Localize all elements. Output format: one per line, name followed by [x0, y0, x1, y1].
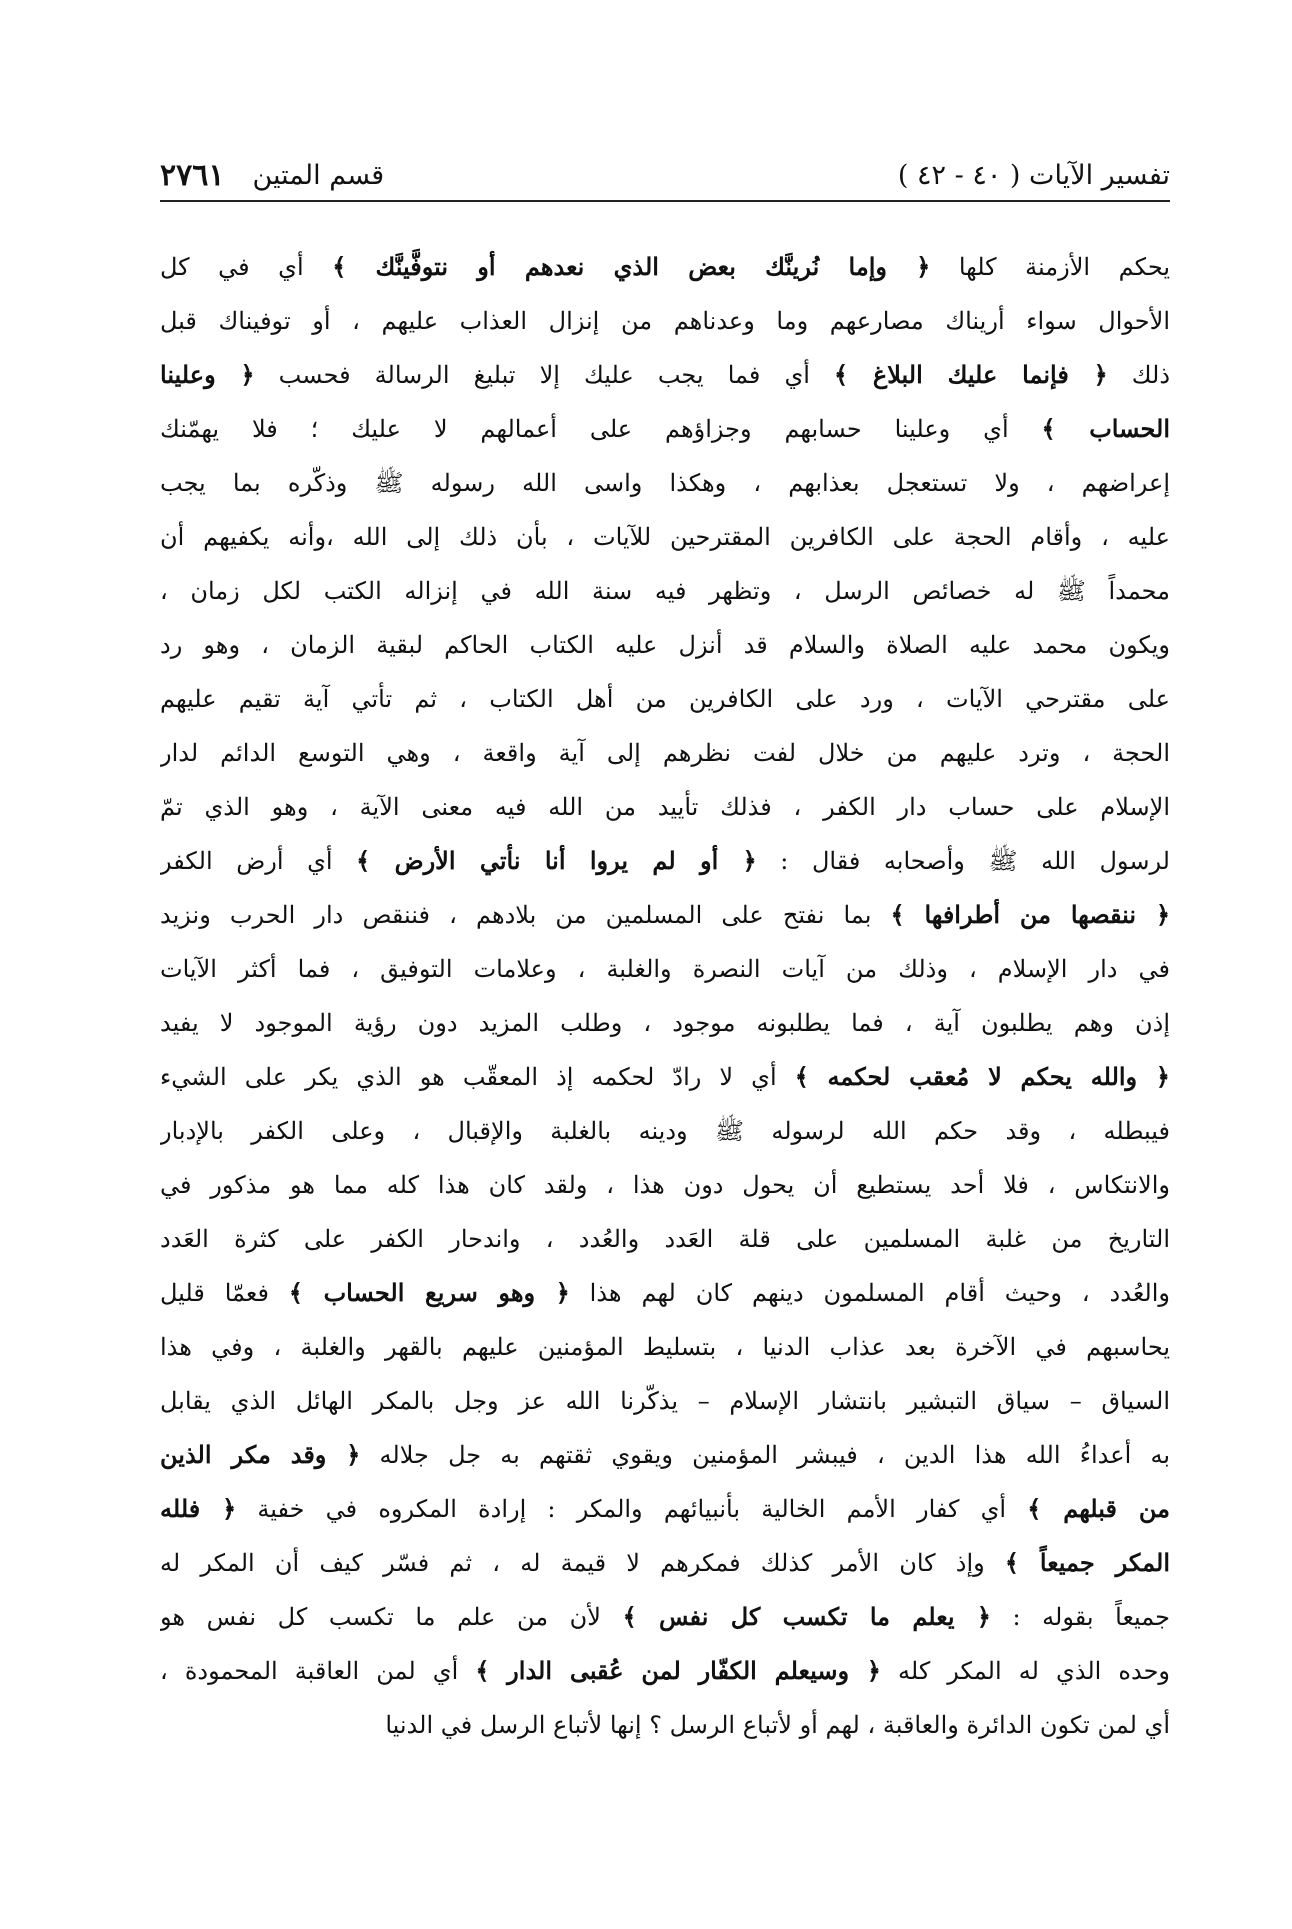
quran-quote: ﴿ وعلينا: [160, 360, 255, 389]
text-line: [160, 1374, 1170, 1428]
text-line: [160, 348, 1170, 402]
text-line: [160, 1536, 1170, 1590]
chapter-title: تفسير الآيات ( ٤٠ - ٤٢ ): [897, 160, 1170, 191]
text-line: [160, 1050, 1170, 1104]
header-rule: [160, 200, 1170, 202]
text-line: [160, 1428, 1170, 1482]
text-line: [160, 1212, 1170, 1266]
text-run: وحده الذي له المكر كله: [880, 1657, 1170, 1685]
text-run: إعراضهم ، ولا تستعجل بعذابهم ، وهكذا واسى الله رسوله ﷺ وذكّره بما يجب: [160, 469, 1170, 497]
quran-quote: ﴿ وقد مكر الذين: [160, 1440, 361, 1469]
text-run: ذلك: [1107, 361, 1170, 389]
text-line: [160, 672, 1170, 726]
text-run: أي في كل: [160, 253, 333, 281]
text-line: [160, 510, 1170, 564]
text-run: محمداً ﷺ له خصائص الرسل ، وتظهر فيه سنة الله في إنزاله الكتب لكل زمان ،: [160, 577, 1170, 605]
text-run: على مقترحي الآيات ، ورد على الكافرين من أهل الكتاب ، ثم تأتي آية تقيم عليهم: [160, 685, 1170, 713]
body-text: [160, 240, 1170, 1880]
quran-quote: ﴿ والله يحكم لا مُعقب لحكمه ﴾: [794, 1062, 1170, 1091]
text-line: [160, 1320, 1170, 1374]
text-line: [160, 726, 1170, 780]
quran-quote: ﴿ وسيعلم الكفّار لمن عُقبى الدار ﴾: [475, 1656, 881, 1685]
text-run: في دار الإسلام ، وذلك من آيات النصرة والغلبة ، وعلامات التوفيق ، فما أكثر الآيات: [160, 955, 1170, 983]
text-run: يحكم الأزمنة كلها: [930, 253, 1170, 281]
text-line: [160, 456, 1170, 510]
text-run: يحاسبهم في الآخرة بعد عذاب الدنيا ، بتسليط المؤمنين عليهم بالقهر والغلبة ، وفي هذا: [160, 1333, 1170, 1361]
text-run: فعمّا قليل: [160, 1279, 289, 1307]
text-line: [160, 294, 1170, 348]
text-line: [160, 618, 1170, 672]
text-line: [160, 1266, 1170, 1320]
text-line: [160, 240, 1170, 294]
quran-quote: ﴿ يعلم ما تكسب كل نفس ﴾: [622, 1602, 991, 1631]
text-line: [160, 1104, 1170, 1158]
text-run: الإسلام على حساب دار الكفر ، فذلك تأييد من الله فيه معنى الآية ، وهو الذي تمّ: [160, 793, 1170, 821]
text-run: أي أرض الكفر: [160, 847, 357, 875]
text-run: لرسول الله ﷺ وأصحابه فقال :: [756, 847, 1170, 875]
page-number: ٢٧٦١: [160, 158, 225, 193]
text-run: أي لا رادّ لحكمه إذ المعقّب هو الذي يكر على الشيء: [160, 1063, 795, 1091]
text-line: [160, 1698, 1170, 1752]
text-run: والعُدد ، وحيث أقام المسلمون دينهم كان لهم هذا: [569, 1279, 1170, 1307]
text-run: إذن وهم يطلبون آية ، فما يطلبونه موجود ، وطلب المزيد دون رؤية الموجود لا يفيد: [160, 1009, 1170, 1037]
text-run: أي لمن العاقبة المحمودة ،: [160, 1657, 476, 1685]
quran-quote: ﴿ ننقصها من أطرافها ﴾: [890, 900, 1170, 929]
text-run: فيبطله ، وقد حكم الله لرسوله ﷺ ودينه بالغلبة والإقبال ، وعلى الكفر بالإدبار: [160, 1117, 1170, 1145]
text-run: به أعداءُ الله هذا الدين ، فيبشر المؤمنين ويقوي ثقتهم به جل جلاله: [360, 1441, 1170, 1469]
quran-quote: الحساب ﴾: [1041, 414, 1170, 443]
text-line: [160, 996, 1170, 1050]
text-line: [160, 834, 1170, 888]
text-run: التاريخ من غلبة المسلمين على قلة العَدد والعُدد ، واندحار الكفر على كثرة العَدد: [160, 1225, 1170, 1253]
text-run: أي فما يجب عليك إلا تبليغ الرسالة فحسب: [254, 361, 835, 389]
text-line: [160, 780, 1170, 834]
quran-quote: ﴿ فلله: [160, 1494, 237, 1523]
quran-quote: ﴿ وهو سريع الحساب ﴾: [288, 1278, 570, 1307]
quran-quote: ﴿ وإما نُرينَّك بعض الذي نعدهم أو نتوفَّينَّك ﴾: [332, 252, 931, 281]
text-line: [160, 564, 1170, 618]
quran-quote: من قبلهم ﴾: [1027, 1494, 1170, 1523]
quran-quote: ﴿ فإنما عليك البلاغ ﴾: [834, 360, 1108, 389]
text-run: والانتكاس ، فلا أحد يستطيع أن يحول دون هذا ، ولقد كان هذا كله مما هو مذكور في: [160, 1171, 1170, 1199]
text-line: [160, 1482, 1170, 1536]
section-label: قسم المتين: [252, 160, 385, 191]
text-run: أي كفار الأمم الخالية بأنبيائهم والمكر : إرادة المكروه في خفية: [236, 1495, 1028, 1523]
running-header: [160, 150, 1170, 196]
text-run: أي لمن تكون الدائرة والعاقبة ، لهم أو لأتباع الرسل ؟ إنها لأتباع الرسل في الدنيا: [385, 1711, 1170, 1739]
text-run: ويكون محمد عليه الصلاة والسلام قد أنزل عليه الكتاب الحاكم لبقية الزمان ، وهو رد: [160, 631, 1170, 659]
text-run: وإذ كان الأمر كذلك فمكرهم لا قيمة له ، ثم فسّر كيف أن المكر له: [160, 1549, 1005, 1577]
text-line: [160, 1644, 1170, 1698]
text-line: [160, 1590, 1170, 1644]
quran-quote: المكر جميعاً ﴾: [1004, 1548, 1170, 1577]
header-left-group: [160, 156, 384, 196]
text-run: الأحوال سواء أريناك مصارعهم وما وعدناهم من إنزال العذاب عليهم ، أو توفيناك قبل: [160, 307, 1170, 335]
text-run: السياق – سياق التبشير بانتشار الإسلام – يذكّرنا الله عز وجل بالمكر الهائل الذي يقابل: [160, 1387, 1170, 1415]
text-run: الحجة ، وترد عليهم من خلال لفت نظرهم إلى آية واقعة ، وهي التوسع الدائم لدار: [160, 739, 1170, 767]
text-run: جميعاً بقوله :: [990, 1603, 1170, 1631]
quran-quote: ﴿ أو لم يروا أنا نأتي الأرض ﴾: [356, 846, 757, 875]
text-run: عليه ، وأقام الحجة على الكافرين المقترحين للآيات ، بأن ذلك إلى الله ،وأنه يكفيهم أن: [160, 523, 1170, 551]
text-run: أي وعلينا حسابهم وجزاؤهم على أعمالهم لا عليك ؛ فلا يهمّنك: [160, 415, 1042, 443]
text-line: [160, 942, 1170, 996]
text-line: [160, 402, 1170, 456]
text-run: بما نفتح على المسلمين من بلادهم ، فننقص دار الحرب ونزيد: [160, 901, 891, 929]
text-run: لأن من علم ما تكسب كل نفس هو: [160, 1603, 623, 1631]
text-line: [160, 888, 1170, 942]
text-line: [160, 1158, 1170, 1212]
